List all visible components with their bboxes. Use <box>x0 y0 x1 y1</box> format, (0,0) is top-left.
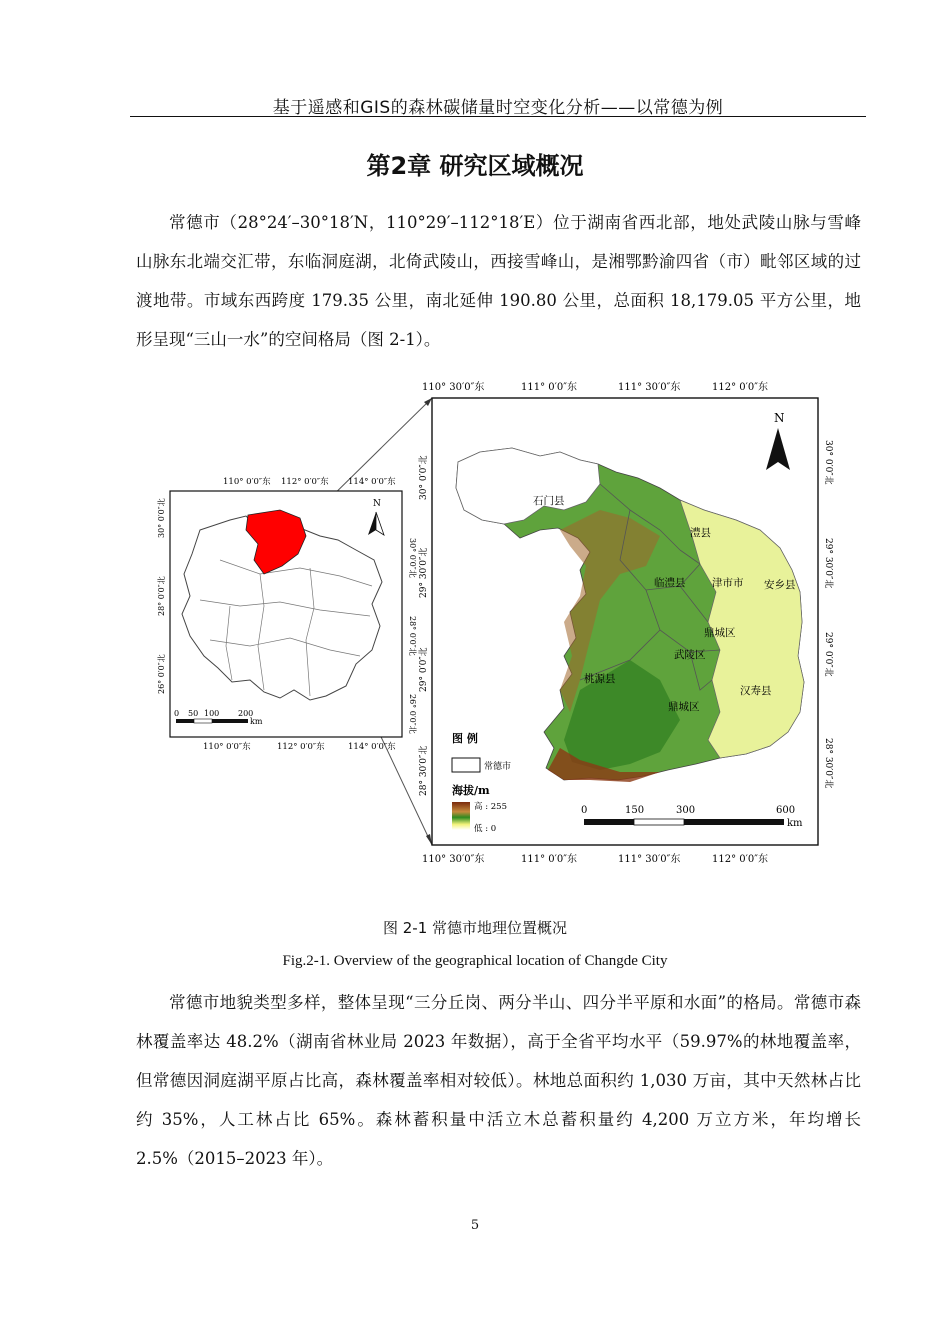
svg-text:N: N <box>373 499 381 509</box>
inset-left-tick: 26° 0′0″北 <box>157 654 166 694</box>
chapter-title: 第2章 研究区域概况 <box>366 152 584 180</box>
elevation-title: 海拔/m <box>452 784 490 797</box>
inset-bottom-tick: 110° 0′0″东 <box>203 742 251 752</box>
main-top-tick: 111° 30′0″东 <box>618 382 681 393</box>
inset-left-tick: 30° 0′0″北 <box>157 498 166 538</box>
inset-right-tick: 28° 0′0″北 <box>408 616 417 656</box>
inset-top-tick: 114° 0′0″东 <box>348 477 396 487</box>
main-bottom-tick: 111° 0′0″东 <box>521 854 577 865</box>
district-label: 临澧县 <box>654 577 686 589</box>
district-label: 桃源县 <box>584 673 616 685</box>
elevation-low-label: 低 : 0 <box>474 824 497 834</box>
main-left-tick: 29° 0′0″北 <box>419 647 429 692</box>
main-left-tick: 29° 30′0″北 <box>419 547 429 598</box>
svg-text:km: km <box>250 717 263 726</box>
district-label: 津市市 <box>712 577 744 589</box>
svg-text:N: N <box>774 411 785 425</box>
svg-text:100: 100 <box>204 709 220 718</box>
district-label: 汉寿县 <box>740 685 772 697</box>
running-header: 基于遥感和GIS的森林碳储量时空变化分析——以常德为例 <box>272 98 724 118</box>
main-bottom-tick: 110° 30′0″东 <box>422 854 485 865</box>
main-left-tick: 28° 30′0″北 <box>419 745 429 796</box>
page-number: 5 <box>470 1218 480 1233</box>
district-label: 澧县 <box>690 527 711 539</box>
main-bottom-tick: 112° 0′0″东 <box>712 854 768 865</box>
legend-item-label: 常德市 <box>484 762 512 772</box>
inset-bottom-tick: 114° 0′0″东 <box>348 742 396 752</box>
district-label: 安乡县 <box>764 579 796 591</box>
inset-top-tick: 110° 0′0″东 <box>223 477 271 487</box>
elevation-high-label: 高 : 255 <box>474 802 507 812</box>
district-label: 石门县 <box>533 495 565 507</box>
svg-text:150: 150 <box>625 805 645 816</box>
location-figure <box>157 360 860 875</box>
header-divider <box>130 116 866 117</box>
svg-text:600: 600 <box>776 805 796 816</box>
svg-text:km: km <box>787 818 803 829</box>
main-right-tick: 29° 30′0″北 <box>823 538 833 589</box>
main-right-tick: 28° 30′0″北 <box>823 738 833 789</box>
main-right-tick: 29° 0′0″北 <box>823 632 833 677</box>
main-bottom-tick: 111° 30′0″东 <box>618 854 681 865</box>
svg-text:300: 300 <box>676 805 696 816</box>
svg-text:0: 0 <box>581 805 588 816</box>
legend-title: 图 例 <box>452 732 478 745</box>
inset-map <box>156 476 418 752</box>
inset-bottom-tick: 112° 0′0″东 <box>277 742 325 752</box>
elevation-color-ramp <box>452 802 470 830</box>
inset-top-tick: 112° 0′0″东 <box>281 477 329 487</box>
main-right-tick: 30° 0′0″北 <box>823 440 833 485</box>
landform-paragraph: 常德市地貌类型多样，整体呈现“三分丘岗、两分半山、四分半平原和水面”的格局。常德市森林覆盖率达 48.2%（湖南省林业局 2023 年数据），高于全省平均水平（59.97%的林地覆盖率，但常德因洞庭湖平原占比高，森林覆盖率相对较低）。林地总面积约 1,030 万亩，其中天然林占比约 35%，人工林占比 65%。森林蓄积量中活立木总蓄积量约 4,200 万立方米，年均增长 2.5%（2015–2023 年）。 <box>136 993 861 1168</box>
svg-text:50: 50 <box>188 709 199 718</box>
figure-caption-english: Fig.2-1. Overview of the geographical location of Changde City <box>282 953 668 969</box>
main-top-tick: 111° 0′0″东 <box>521 382 577 393</box>
inset-right-tick: 30° 0′0″北 <box>408 538 417 578</box>
figure-caption-chinese: 图 2-1 常德市地理位置概况 <box>382 919 568 937</box>
svg-text:0: 0 <box>174 709 180 718</box>
district-label: 鼎城区 <box>704 627 736 639</box>
main-top-tick: 110° 30′0″东 <box>422 382 485 393</box>
main-map <box>417 380 835 865</box>
main-left-tick: 30° 0′0″北 <box>419 455 429 500</box>
inset-right-tick: 26° 0′0″北 <box>408 694 417 734</box>
main-top-tick: 112° 0′0″东 <box>712 382 768 393</box>
district-label: 鼎城区 <box>668 701 700 713</box>
svg-text:200: 200 <box>238 709 254 718</box>
intro-paragraph: 常德市（28°24′–30°18′N，110°29′–112°18′E）位于湖南省西北部，地处武陵山脉与雪峰山脉东北端交汇带，东临洞庭湖，北倚武陵山，西接雪峰山，是湘鄂黔渝四省（市）毗邻区域的过渡地带。市域东西跨度 179.35 公里，南北延伸 190.80 公里，总面积 18,179.05 平方公里，地形呈现“三山一水”的空间格局（图 2-1）。 <box>136 213 861 349</box>
district-label: 武陵区 <box>674 649 706 661</box>
inset-left-tick: 28° 0′0″北 <box>157 576 166 616</box>
